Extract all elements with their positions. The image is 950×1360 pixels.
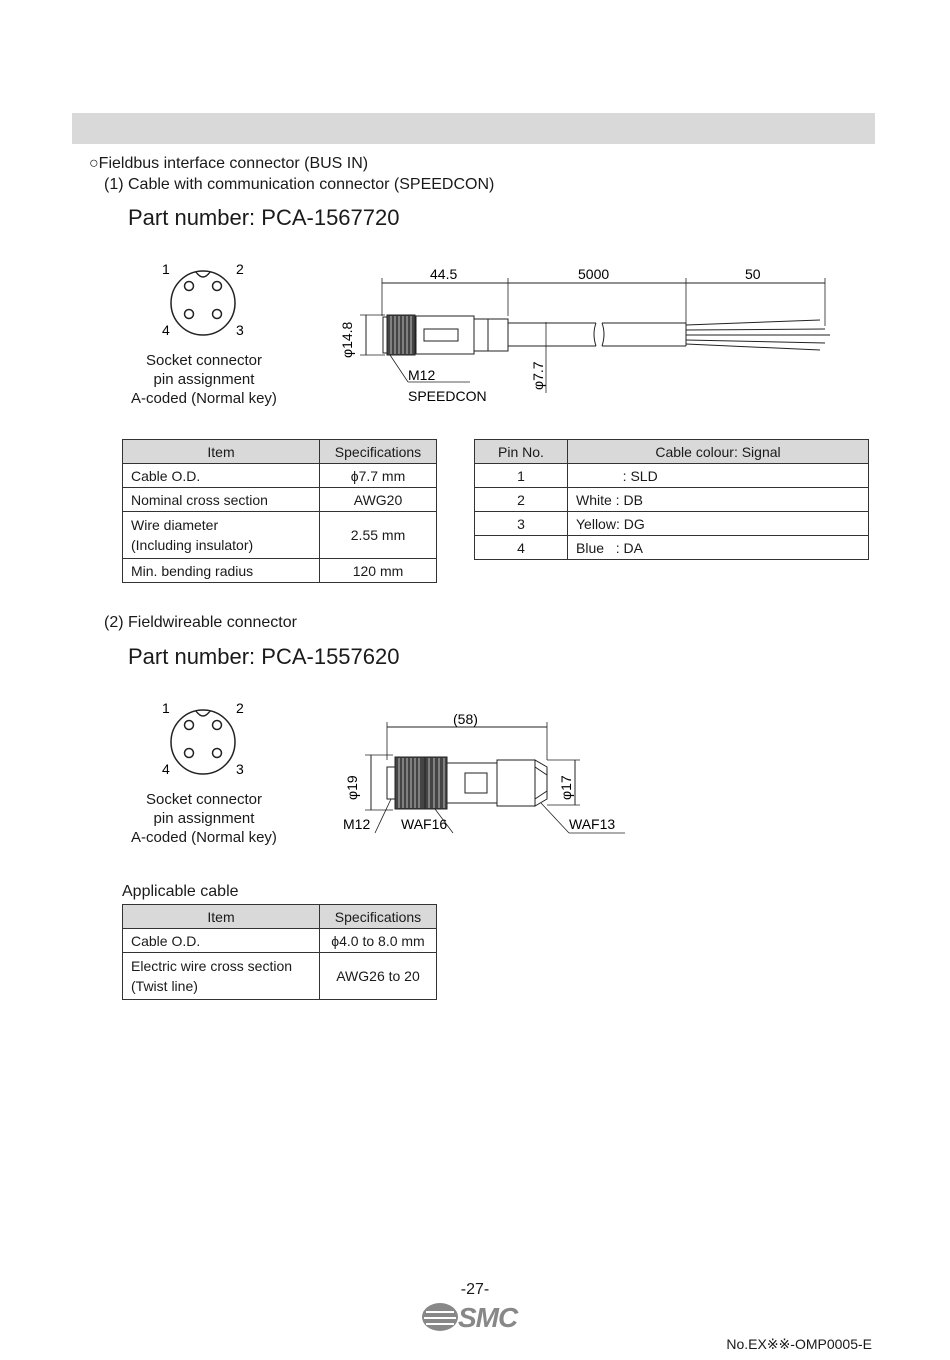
section-title (89, 155, 368, 173)
part-number-2: Part number: PCA-1557620 (128, 644, 400, 669)
cell-signal: Yellow: DG (568, 512, 869, 536)
caption-line: Socket connector (146, 352, 262, 369)
cell-pin: 4 (475, 536, 568, 560)
pin-assignment-diagram-1 (140, 255, 300, 355)
pin-label-4: 4 (162, 761, 170, 777)
pin-caption-2 (110, 790, 298, 847)
table-row (123, 464, 437, 488)
cell-spec: AWG26 to 20 (320, 953, 437, 1000)
table-row (123, 929, 437, 953)
cell-spec: ϕ7.7 mm (320, 464, 437, 488)
cell-item-line2: (Twist line) (131, 978, 198, 994)
subsection-1-title: (1) Cable with communication connector (SPEEDCON) (104, 176, 495, 193)
pin-assignment-diagram-2 (140, 694, 300, 794)
header-item: Item (123, 440, 320, 464)
table-row (123, 488, 437, 512)
spec-table-2 (122, 904, 437, 1000)
header-item: Item (123, 905, 320, 929)
part-number-1: Part number: PCA-1567720 (128, 205, 400, 230)
cell-spec: 2.55 mm (320, 512, 437, 559)
table-row (475, 464, 869, 488)
header-spec: Specifications (320, 905, 437, 929)
cell-signal: White : DB (568, 488, 869, 512)
pin-label-2: 2 (236, 700, 244, 716)
caption-line: Socket connector (146, 791, 262, 808)
smc-logo (420, 1300, 530, 1336)
table-row (123, 953, 437, 1000)
applicable-cable-label: Applicable cable (122, 883, 239, 900)
cell-spec: 120 mm (320, 559, 437, 583)
cell-spec: ϕ4.0 to 8.0 mm (320, 929, 437, 953)
table-row (475, 488, 869, 512)
cell-item-line1: Electric wire cross section (131, 958, 293, 974)
bullet: ○ (89, 155, 99, 172)
pin-label-3: 3 (236, 761, 244, 777)
cell-signal: Blue : DA (568, 536, 869, 560)
dim-dia-17: φ17 (558, 775, 574, 800)
page-number: -27- (460, 1281, 490, 1298)
pin-label-1: 1 (162, 261, 170, 277)
cable-connector-drawing (330, 258, 840, 408)
dim-5000: 5000 (578, 266, 610, 282)
table-row (123, 559, 437, 583)
waf13-label: WAF13 (569, 816, 616, 832)
caption-line: A-coded (Normal key) (131, 390, 277, 407)
caption-line: A-coded (Normal key) (131, 829, 277, 846)
smc-logo-mark-icon (420, 1300, 460, 1334)
cell-item (123, 953, 320, 1000)
cell-item: Nominal cross section (123, 488, 320, 512)
pin-table (474, 439, 869, 560)
header-signal: Cable colour: Signal (568, 440, 869, 464)
dim-dia-19: φ19 (344, 775, 360, 800)
cell-item: Min. bending radius (123, 559, 320, 583)
dim-dia-14-8: φ14.8 (339, 321, 355, 358)
table-row (475, 536, 869, 560)
cell-item: Cable O.D. (123, 929, 320, 953)
logo-text: SMC (458, 1302, 518, 1333)
cell-spec: AWG20 (320, 488, 437, 512)
table-row (475, 512, 869, 536)
caption-line: pin assignment (153, 810, 255, 827)
thread-label: M12 (408, 367, 436, 383)
cell-signal: : SLD (568, 464, 869, 488)
cell-item-line2: (Including insulator) (131, 537, 254, 553)
header-spec: Specifications (320, 440, 437, 464)
thread-label-2: M12 (343, 816, 371, 832)
cell-pin: 2 (475, 488, 568, 512)
cell-pin: 3 (475, 512, 568, 536)
pin-label-4: 4 (162, 322, 170, 338)
pin-label-1: 1 (162, 700, 170, 716)
subsection-2-title: (2) Fieldwireable connector (104, 614, 297, 631)
pin-label-3: 3 (236, 322, 244, 338)
title-text: Fieldbus interface connector (BUS IN) (98, 155, 369, 172)
cell-pin: 1 (475, 464, 568, 488)
pin-caption-1 (110, 351, 298, 408)
dim-44-5: 44.5 (430, 266, 458, 282)
document-number: No.EX※※-OMP0005-E (726, 1336, 872, 1352)
dim-50: 50 (745, 266, 761, 282)
dim-dia-7-7: φ7.7 (530, 361, 546, 390)
table-row (123, 512, 437, 559)
spec-table-1 (122, 439, 437, 583)
section-header-bar (72, 113, 875, 144)
waf16-label: WAF16 (401, 816, 448, 832)
speedcon-label: SPEEDCON (408, 388, 487, 404)
cell-item (123, 512, 320, 559)
cell-item-line1: Wire diameter (131, 517, 219, 533)
caption-line: pin assignment (153, 371, 255, 388)
dim-58: (58) (453, 711, 478, 727)
pin-label-2: 2 (236, 261, 244, 277)
cell-item: Cable O.D. (123, 464, 320, 488)
fieldwireable-connector-drawing (335, 705, 635, 840)
header-pin: Pin No. (475, 440, 568, 464)
